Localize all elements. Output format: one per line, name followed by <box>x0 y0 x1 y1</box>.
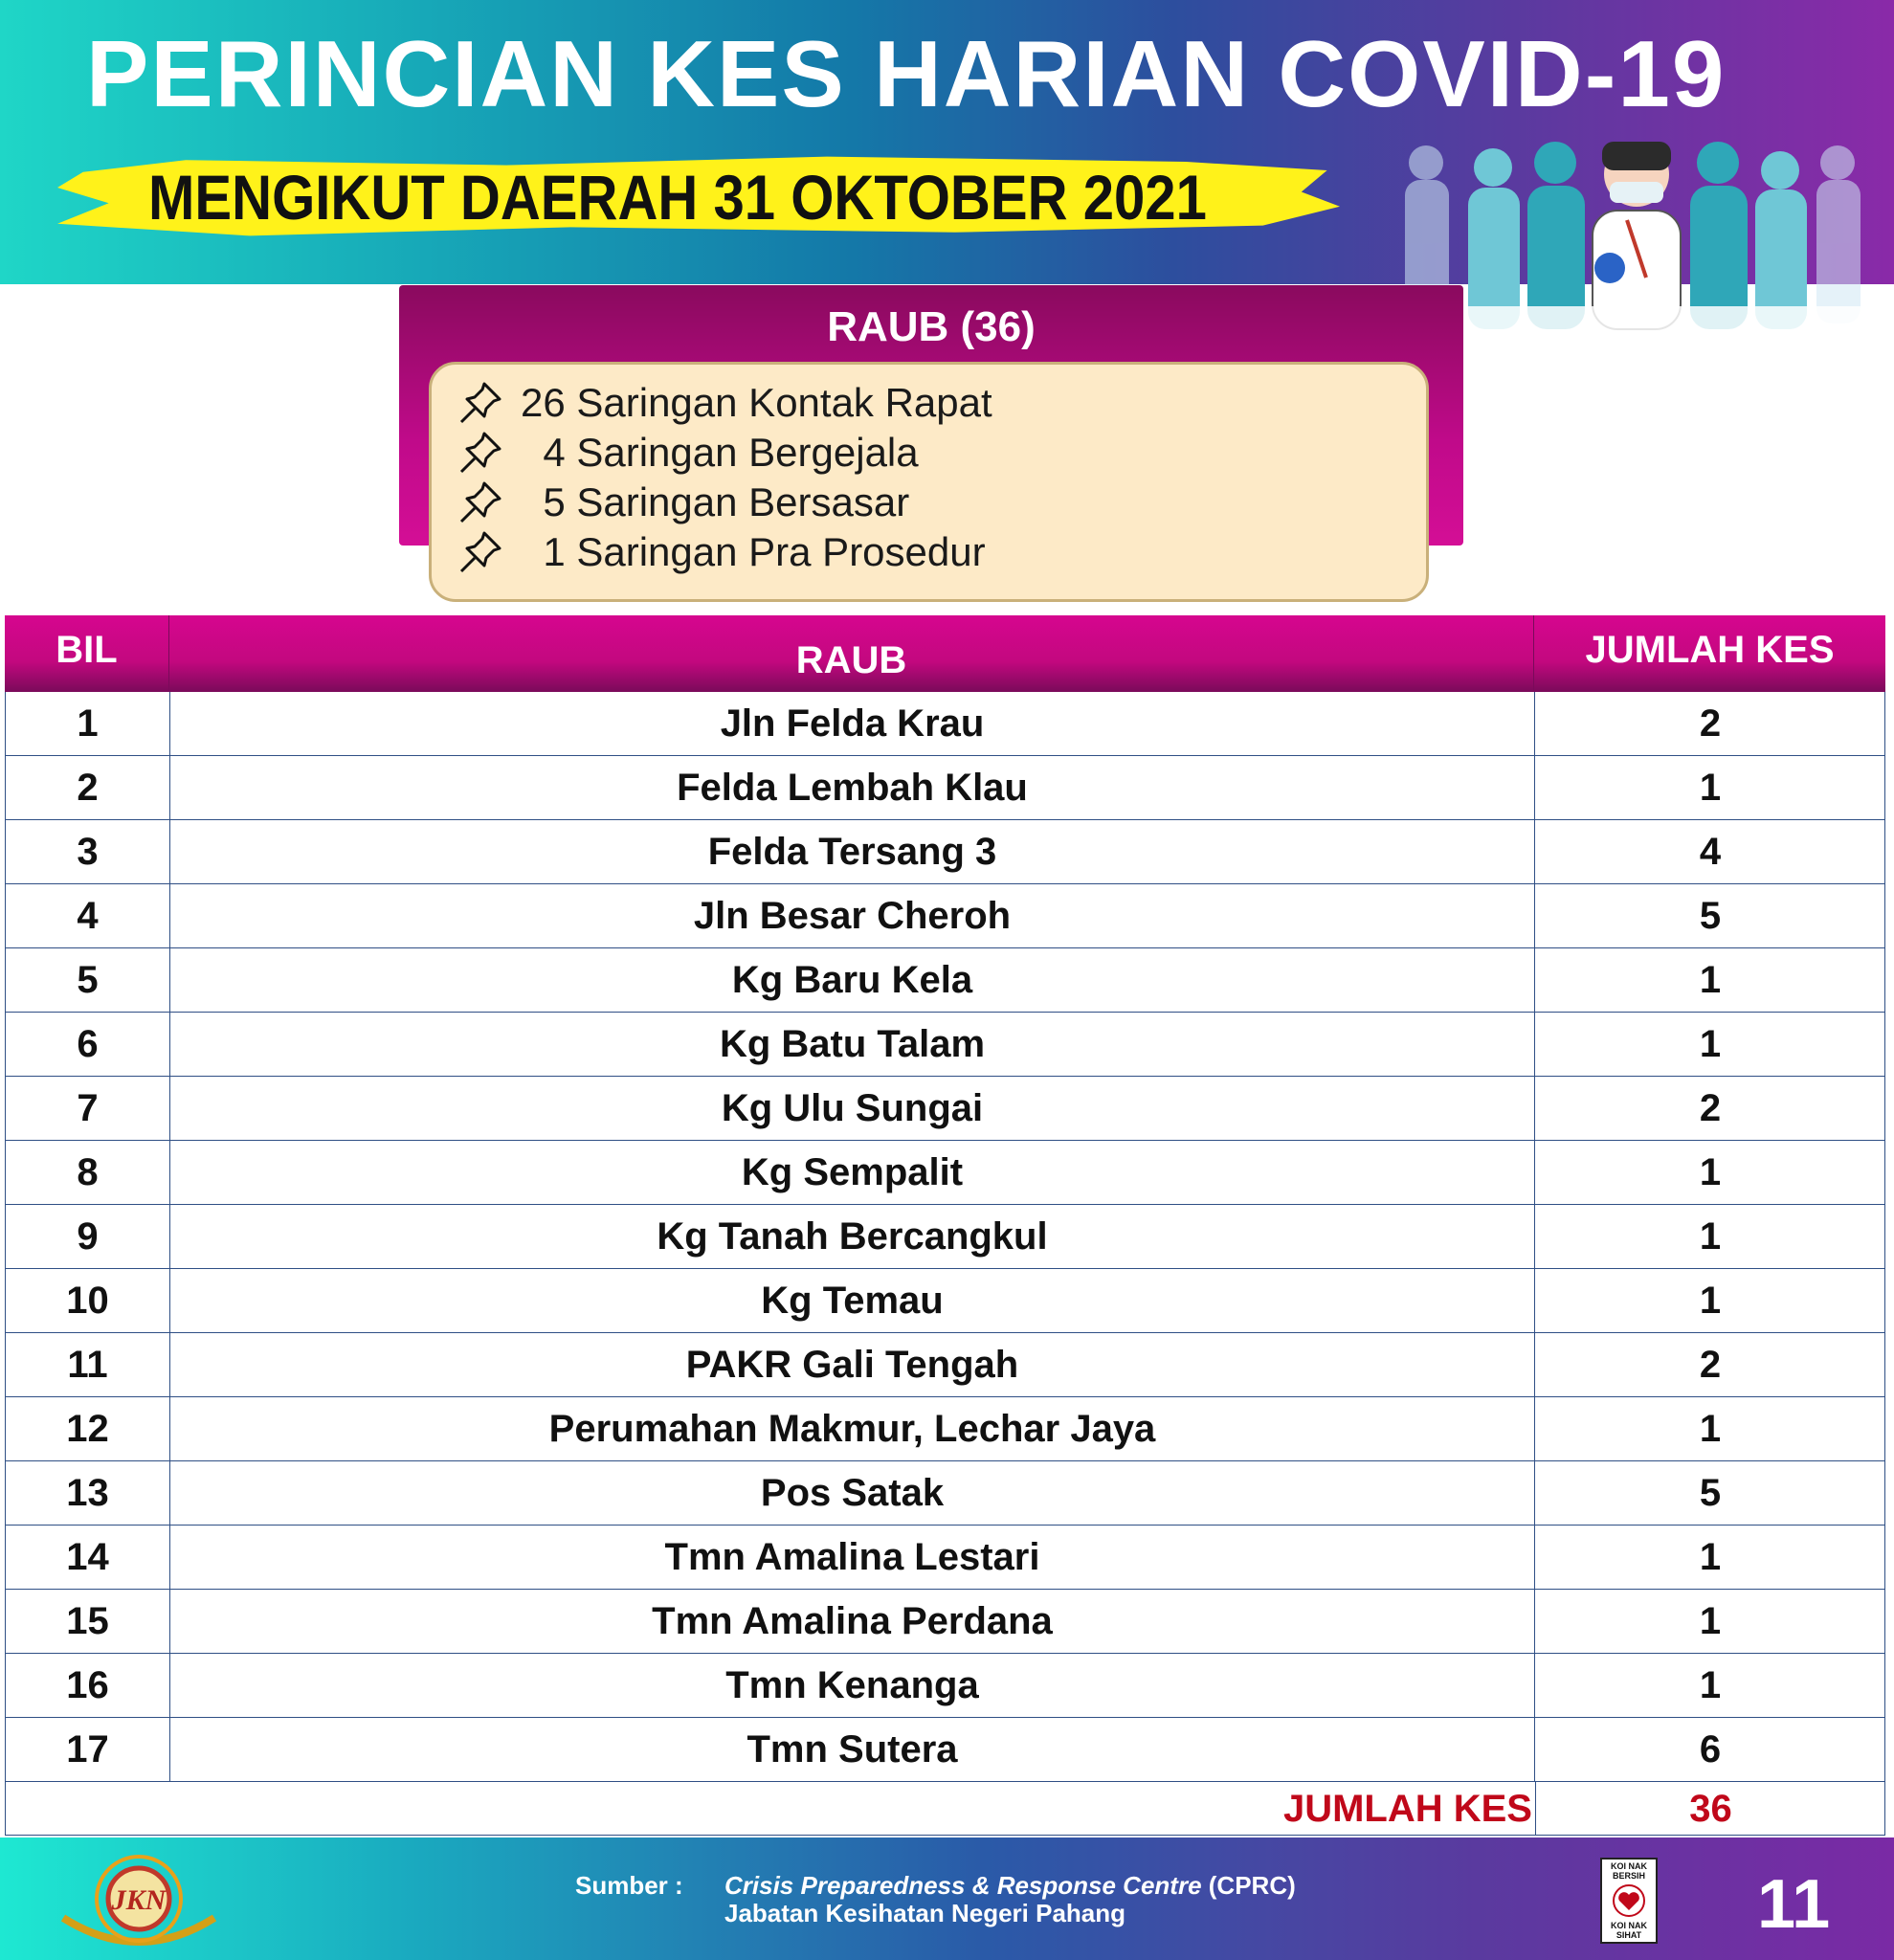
row-bil: 1 <box>6 692 170 756</box>
row-bil: 8 <box>6 1141 170 1205</box>
table-row <box>5 756 1885 820</box>
pushpin-icon <box>456 527 505 577</box>
row-count: 1 <box>1699 1023 1722 1065</box>
table-row <box>5 1269 1885 1333</box>
pushpin-icon <box>456 428 505 478</box>
row-count: 6 <box>1699 1728 1722 1771</box>
jkn-logo <box>54 1851 224 1952</box>
row-location: Felda Lembah Klau <box>170 756 1535 820</box>
row-location: Kg Temau <box>170 1269 1535 1333</box>
badge-top-text: KOI NAK BERSIH <box>1611 1861 1647 1881</box>
row-location: PAKR Gali Tengah <box>170 1333 1535 1397</box>
row-bil: 17 <box>6 1718 170 1782</box>
row-count: 1 <box>1699 767 1722 809</box>
heart-icon <box>1612 1883 1646 1918</box>
row-location: Kg Sempalit <box>170 1141 1535 1205</box>
row-count: 2 <box>1699 702 1722 745</box>
healthcare-workers-illustration <box>1388 124 1894 330</box>
table-row <box>5 1590 1885 1654</box>
row-bil: 14 <box>6 1526 170 1590</box>
total-label: JUMLAH KES <box>1282 1787 1532 1830</box>
row-bil: 9 <box>6 1205 170 1269</box>
row-location: Tmn Sutera <box>170 1718 1535 1782</box>
row-count: 2 <box>1699 1087 1722 1129</box>
table-row <box>5 1397 1885 1461</box>
row-location: Jln Besar Cheroh <box>170 884 1535 948</box>
header-location: RAUB <box>169 615 1534 692</box>
page-title: PERINCIAN KES HARIAN COVID-19 <box>86 21 1727 126</box>
row-count: 4 <box>1699 831 1722 873</box>
row-location: Pos Satak <box>170 1461 1535 1526</box>
row-bil: 6 <box>6 1013 170 1077</box>
table-row <box>5 820 1885 884</box>
summary-item <box>456 478 909 527</box>
row-bil: 15 <box>6 1590 170 1654</box>
row-bil: 5 <box>6 948 170 1013</box>
row-count: 1 <box>1699 959 1722 1001</box>
summary-item-text: 26 Saringan Kontak Rapat <box>521 380 992 425</box>
row-count: 1 <box>1699 1408 1722 1450</box>
table-row <box>5 1077 1885 1141</box>
row-location: Kg Tanah Bercangkul <box>170 1205 1535 1269</box>
row-location: Kg Ulu Sungai <box>170 1077 1535 1141</box>
row-bil: 7 <box>6 1077 170 1141</box>
row-count: 2 <box>1699 1344 1722 1386</box>
summary-item-text: 1 Saringan Pra Prosedur <box>521 529 986 574</box>
table-body <box>5 692 1885 1836</box>
row-count: 5 <box>1699 895 1722 937</box>
table-row <box>5 692 1885 756</box>
header-bil: BIL <box>5 615 169 692</box>
summary-item-text: 5 Saringan Bersasar <box>521 479 910 524</box>
table-row <box>5 1654 1885 1718</box>
row-count: 1 <box>1699 1664 1722 1706</box>
pushpin-icon <box>456 378 505 428</box>
row-bil: 3 <box>6 820 170 884</box>
table-row <box>5 1526 1885 1590</box>
source-organization: Crisis Preparedness & Response Centre <box>724 1871 1202 1900</box>
pushpin-icon <box>456 478 505 527</box>
total-row <box>5 1782 1885 1836</box>
row-count: 1 <box>1699 1600 1722 1642</box>
summary-item <box>456 378 992 428</box>
row-bil: 11 <box>6 1333 170 1397</box>
row-location: Felda Tersang 3 <box>170 820 1535 884</box>
row-bil: 12 <box>6 1397 170 1461</box>
row-count: 5 <box>1699 1472 1722 1514</box>
row-bil: 10 <box>6 1269 170 1333</box>
row-bil: 2 <box>6 756 170 820</box>
page-number: 11 <box>1757 1866 1831 1943</box>
row-count: 1 <box>1699 1536 1722 1578</box>
source-abbrev: (CPRC) <box>1201 1871 1296 1900</box>
source-line-1 <box>724 1871 1296 1901</box>
summary-list <box>429 362 1429 602</box>
summary-item <box>456 428 919 478</box>
table-row <box>5 884 1885 948</box>
page-subtitle: MENGIKUT DAERAH 31 OKTOBER 2021 <box>148 162 1207 233</box>
row-location: Kg Baru Kela <box>170 948 1535 1013</box>
total-value: 36 <box>1535 1782 1885 1836</box>
row-location: Tmn Amalina Lestari <box>170 1526 1535 1590</box>
source-line-2: Jabatan Kesihatan Negeri Pahang <box>724 1899 1126 1927</box>
summary-item <box>456 527 986 577</box>
badge-bottom-text: KOI NAK SIHAT <box>1611 1921 1647 1940</box>
table-row <box>5 1205 1885 1269</box>
logo-text: JKN <box>111 1884 167 1916</box>
row-location: Kg Batu Talam <box>170 1013 1535 1077</box>
summary-title: RAUB (36) <box>827 303 1036 350</box>
summary-item-text: 4 Saringan Bergejala <box>521 430 919 475</box>
table-row <box>5 1718 1885 1782</box>
row-location: Perumahan Makmur, Lechar Jaya <box>170 1397 1535 1461</box>
table-row <box>5 1013 1885 1077</box>
header-count: JUMLAH KES <box>1585 629 1835 671</box>
table-row <box>5 1461 1885 1526</box>
koi-nak-sihat-badge <box>1600 1858 1658 1944</box>
row-location: Jln Felda Krau <box>170 692 1535 756</box>
table-header <box>5 615 1885 692</box>
table-row <box>5 948 1885 1013</box>
table-row <box>5 1333 1885 1397</box>
row-bil: 16 <box>6 1654 170 1718</box>
row-count: 1 <box>1699 1215 1722 1258</box>
row-location: Tmn Kenanga <box>170 1654 1535 1718</box>
source-label: Sumber : <box>575 1871 683 1900</box>
row-count: 1 <box>1699 1280 1722 1322</box>
row-count: 1 <box>1699 1151 1722 1193</box>
row-bil: 4 <box>6 884 170 948</box>
table-row <box>5 1141 1885 1205</box>
row-bil: 13 <box>6 1461 170 1526</box>
row-location: Tmn Amalina Perdana <box>170 1590 1535 1654</box>
